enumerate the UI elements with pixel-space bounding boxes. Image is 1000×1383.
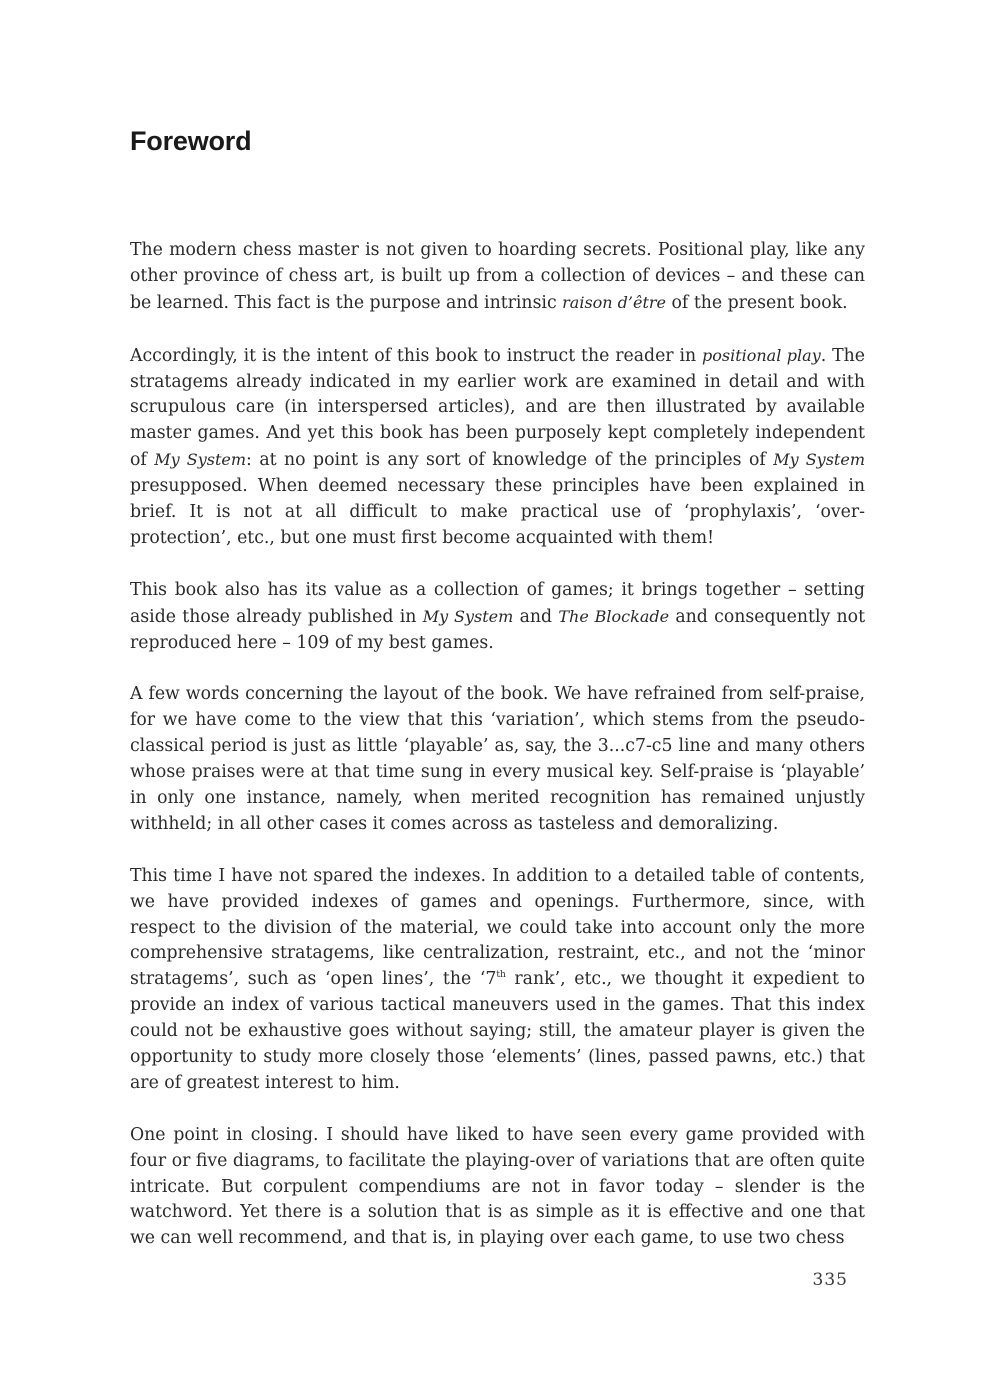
paragraph-2-text-g: presupposed. When deemed necessary these principles have been explained in brief. It is not at all difficult to make practical use of ‘prophylaxis’, ‘over-protection’, etc., but one must first become acquainted with them! xyxy=(130,476,865,548)
paragraph-2-text-a: Accordingly, it is the intent of this book to instruct the reader in xyxy=(130,345,702,366)
paragraph-4 xyxy=(130,682,865,837)
paragraph-5 xyxy=(130,864,865,1097)
paragraph-2-text-e: : at no point is any sort of knowledge of the principles of xyxy=(246,450,774,471)
paragraph-3-text-a: This book also has its value as a collection of games; it brings together – setting aside those already published in xyxy=(130,579,865,627)
paragraph-1-text-a: The modern chess master is not given to hoarding secrets. Positional play, like any other province of chess art, is built up from a collection of devices – and these can be learned. This fact is the purpose and intrinsic xyxy=(130,240,865,313)
paragraph-3 xyxy=(130,578,865,657)
chapter-heading: Foreword xyxy=(130,126,252,156)
paragraph-4-text: A few words concerning the layout of the book. We have refrained from self-praise, for we have come to the view that this ‘variation’, which stems from the pseudo-classical period is just as little ‘playable’ as, say, the 3...c7-c5 line and many others whose praises were at that time sung in every musical key. Self-praise is ‘playable’ in only one instance, namely, when merited recognition has remained unjustly withheld; in all other cases it comes across as tasteless and demoralizing. xyxy=(130,684,865,834)
body-text xyxy=(130,238,865,1252)
paragraph-3-text-c: and xyxy=(513,606,559,627)
paragraph-1 xyxy=(130,238,865,317)
paragraph-2-italic-my-system-1: My System xyxy=(154,450,247,470)
paragraph-3-italic-the-blockade: The Blockade xyxy=(558,606,670,626)
paragraph-2-italic-positional-play: positional play xyxy=(701,345,821,365)
paragraph-5-text-a: This time I have not spared the indexes. In addition to a detailed table of contents, we have provided indexes of games and openings. Furthermore, since, with respect to the division of the material, we could take into account only the more comprehensive stratagems, like centralization, restraint, etc., and not the ‘minor stratagems’, such as ‘open lines’, the ‘7 xyxy=(130,865,865,990)
paragraph-3-italic-my-system: My System xyxy=(422,606,514,626)
paragraph-5-superscript-th: th xyxy=(496,970,506,981)
paragraph-2 xyxy=(130,343,865,552)
page-number: 335 xyxy=(812,1270,848,1290)
paragraph-6-text: One point in closing. I should have liked to have seen every game provided with four or five diagrams, to facilitate the playing-over of variations that are often quite intricate. But corpulent compendiums are not in favor today – slender is the watchword. Yet there is a solution that is as simple as it is effective and one that we can well recommend, and that is, in playing over each game, to use two chess xyxy=(130,1124,865,1249)
paragraph-2-italic-my-system-2: My System xyxy=(773,450,865,470)
paragraph-2-text-c: . The stratagems already indicated in my earlier work are examined in detail and with scrupulous care (in interspersed articles), and are then illustrated by available master games. And yet this book has been purposely kept completely independent of xyxy=(130,345,866,471)
paragraph-1-italic-raison-detre: raison d’être xyxy=(562,292,667,312)
paragraph-5-text-c: rank’, etc., we thought it expedient to provide an index of various tactical maneuvers used in the games. That this index could not be exhaustive goes without saying; still, the amateur player is given the opportunity to study more closely those ‘elements’ (lines, passed pawns, etc.) that are of greatest interest to him. xyxy=(130,969,865,1093)
paragraph-6 xyxy=(130,1123,865,1253)
paragraph-3-text-e: and consequently not reproduced here – 109 of my best games. xyxy=(130,606,866,653)
paragraph-1-text-c: of the present book. xyxy=(666,292,848,313)
